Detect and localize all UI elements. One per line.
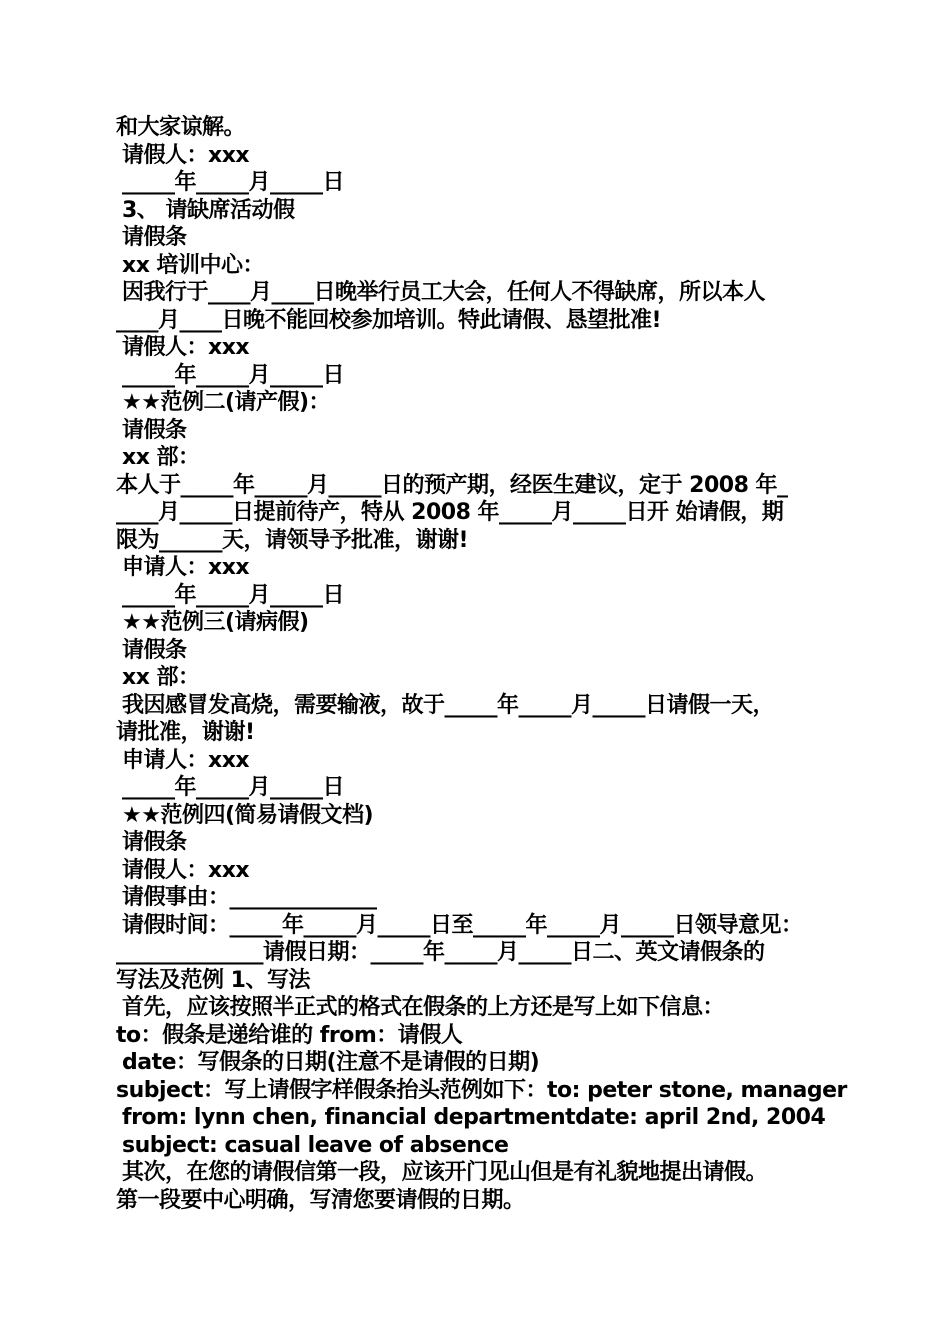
- text-line: 我因感冒发高烧，需要输液，故于_____年_____月_____日请假一天，: [122, 692, 775, 718]
- text-line: 本人于_____年_____月_____日的预产期，经医生建议，定于 2008 年_: [116, 472, 788, 498]
- text-line: 其次，在您的请假信第一段，应该开门见山但是有礼貌地提出请假。: [122, 1160, 768, 1185]
- text-line: 申请人：xxx: [122, 555, 250, 580]
- text-line: xx 部：: [122, 665, 200, 690]
- text-line: ______________请假日期：_____年_____月_____日二、英文请假条的: [116, 940, 765, 965]
- text-line: subject：写上请假字样假条抬头范例如下：to: peter stone, manager: [116, 1077, 847, 1103]
- text-line: 请假时间：_____年_____月_____日至_____年_____月_____日领导意见：: [122, 912, 803, 938]
- text-line: 请批准，谢谢!: [116, 720, 255, 745]
- text-line: 写法及范例 1、写法: [116, 967, 310, 993]
- text-line: ____月____日晚不能回校参加培训。特此请假、恳望批准!: [116, 307, 662, 333]
- text-line: 请假条: [122, 417, 187, 443]
- text-line: 请假条: [122, 225, 187, 250]
- text-line: ★★范例二(请产假)：: [122, 390, 331, 415]
- text-line: 和大家谅解。: [116, 115, 246, 140]
- text-line: _____年_____月_____日: [122, 170, 345, 195]
- text-line: 首先，应该按照半正式的格式在假条的上方还是写上如下信息：: [122, 995, 725, 1020]
- text-line: ★★范例三(请病假): [122, 610, 309, 635]
- text-line: to：假条是递给谁的 from：请假人: [116, 1022, 463, 1048]
- text-line: 请假人：xxx: [122, 335, 250, 360]
- text-line: date：写假条的日期(注意不是请假的日期): [122, 1050, 540, 1075]
- text-line: 请假人：xxx: [122, 857, 250, 883]
- text-line: xx 培训中心：: [122, 252, 265, 278]
- text-line: _____年_____月_____日: [122, 775, 345, 800]
- document-body: [116, 114, 847, 1214]
- text-line: 申请人：xxx: [122, 747, 250, 773]
- text-line: 3、 请缺席活动假: [122, 197, 295, 223]
- text-line: 因我行于____月____日晚举行员工大会，任何人不得缺席，所以本人: [122, 280, 766, 305]
- text-line: ____月_____日提前待产，特从 2008 年_____月_____日开 始请假，期: [116, 500, 784, 525]
- text-line: subject: casual leave of absence: [122, 1132, 509, 1158]
- text-line: xx 部：: [122, 445, 200, 470]
- text-line: 请假条: [122, 637, 187, 663]
- text-line: _____年_____月_____日: [122, 582, 345, 608]
- text-line: from: lynn chen, financial departmentdate: april 2nd, 2004: [122, 1105, 826, 1130]
- text-line: ★★范例四(简易请假文档): [122, 802, 374, 828]
- text-line: 限为______天，请领导予批准，谢谢!: [116, 527, 469, 553]
- text-line: 第一段要中心明确，写清您要请假的日期。: [116, 1187, 525, 1213]
- text-line: 请假条: [122, 830, 187, 855]
- text-line: 请假人：xxx: [122, 142, 250, 168]
- text-line: 请假事由：______________: [122, 885, 377, 910]
- text-line: _____年_____月_____日: [122, 362, 345, 388]
